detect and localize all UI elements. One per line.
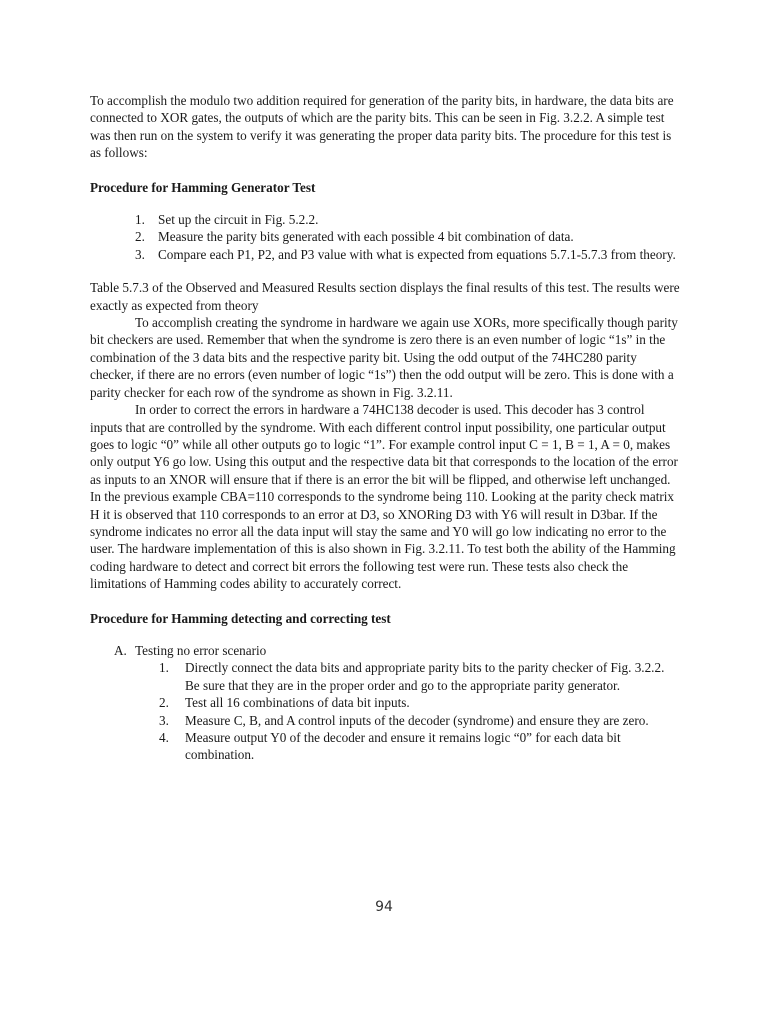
detect-test-heading: Procedure for Hamming detecting and correcting test xyxy=(90,610,391,626)
detect-test-steps xyxy=(90,659,680,763)
list-item xyxy=(90,729,680,764)
list-item xyxy=(90,211,680,228)
document-page xyxy=(90,92,680,764)
decoder-paragraph: In order to correct the errors in hardware a 74HC138 decoder is used. This decoder has 3 control inputs that are controlled by the syndrome. With each different control input possibility, one particular output goes to logic “0” while all other outputs go to logic “1”. For example control input C = 1, B = 1, A = 0, makes only output Y6 go low. Using this output and the respective data bit that corresponds to the location of the error as inputs to an XNOR will ensure that if there is an error the bit will be flipped, and otherwise left unchanged. In the previous example CBA=110 corresponds to the syndrome being 110. Looking at the parity check matrix H it is observed that 110 corresponds to an error at D3, so XNORing D3 with Y6 will result in D3bar. If the syndrome indicates no error all the data input will stay the same and Y0 will go low indicating no error to the user. The hardware implementation of this is also shown in Fig. 3.2.11. To test both the ability of the Hamming coding hardware to detect and correct bit errors the following test were run. These tests also check the limitations of Hamming codes ability to accurately correct. xyxy=(90,402,678,592)
list-item-number: 4. xyxy=(159,730,169,745)
list-item-number: 1. xyxy=(135,212,145,228)
syndrome-paragraph: To accomplish creating the syndrome in hardware we again use XORs, more specifically though parity bit checkers are used. Remember that when the syndrome is zero there is an even number of logic “1s” in the combination of the 3 data bits and the respective parity bit. Using the odd output of the 74HC280 parity checker, if there are no errors (even number of logic “1s”) then the odd output will be zero. This is done with a parity checker for each row of the syndrome as shown in Fig. 3.2.11. xyxy=(90,315,678,400)
list-item-text: Measure the parity bits generated with each possible 4 bit combination of data. xyxy=(158,229,574,245)
list-item xyxy=(90,712,680,729)
section-a-letter: A. xyxy=(114,642,127,658)
section-a xyxy=(90,642,680,659)
list-item-text: Directly connect the data bits and appropriate parity bits to the parity checker of Fig. 3.2.2. Be sure that they are in the proper order and go to the appropriate parity generator. xyxy=(185,660,665,693)
list-item-text: Set up the circuit in Fig. 5.2.2. xyxy=(158,212,319,228)
results-paragraph: Table 5.7.3 of the Observed and Measured Results section displays the final results of this test. The results were exactly as expected from theory xyxy=(90,280,680,313)
list-item xyxy=(90,694,680,711)
list-item-number: 2. xyxy=(159,695,169,711)
list-item-number: 3. xyxy=(159,712,169,728)
list-item-number: 3. xyxy=(135,246,145,262)
list-item xyxy=(90,228,680,245)
list-item-text: Measure output Y0 of the decoder and ensure it remains logic “0” for each data bit combination. xyxy=(185,730,621,763)
list-item xyxy=(90,246,680,263)
section-a-title: Testing no error scenario xyxy=(135,642,267,658)
list-item xyxy=(90,659,680,694)
list-item-text: Test all 16 combinations of data bit inputs. xyxy=(185,695,410,711)
intro-paragraph: To accomplish the modulo two addition required for generation of the parity bits, in hardware, the data bits are connected to XOR gates, the outputs of which are the parity bits. This can be seen in Fig. 3.2.2. A simple test was then run on the system to verify it was generating the proper data parity bits. The procedure for this test is as follows: xyxy=(90,93,674,161)
generator-test-heading: Procedure for Hamming Generator Test xyxy=(90,179,316,195)
page-number: 94 xyxy=(375,899,393,915)
generator-test-steps xyxy=(90,211,680,263)
list-item-number: 1. xyxy=(159,660,169,676)
list-item-text: Measure C, B, and A control inputs of the decoder (syndrome) and ensure they are zero. xyxy=(185,712,649,728)
list-item-number: 2. xyxy=(135,229,145,245)
list-item-text: Compare each P1, P2, and P3 value with what is expected from equations 5.7.1-5.7.3 from theory. xyxy=(158,246,676,262)
